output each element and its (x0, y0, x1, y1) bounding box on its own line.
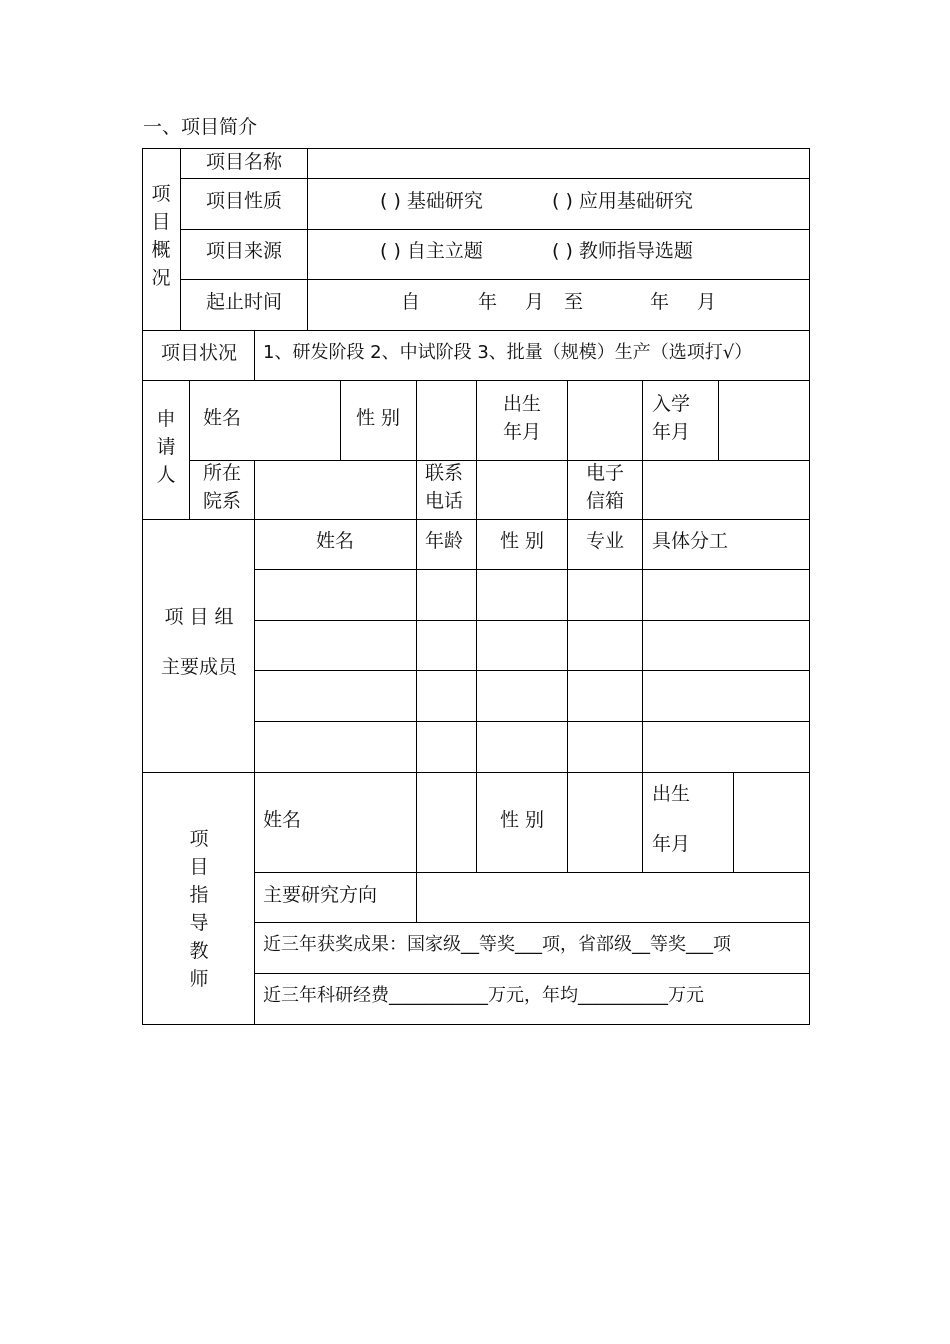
table-rule (476, 380, 477, 519)
source-option-self[interactable]: ( ) 自主立题 (380, 240, 483, 262)
applicant-phone-label-2: 电话 (425, 490, 464, 512)
advisor-funding: 近三年科研经费___________万元，年均__________万元 (263, 985, 704, 1006)
table-rule (642, 380, 643, 519)
applicant-dept-label-1: 所在 (203, 462, 242, 484)
table-rule (181, 229, 809, 230)
table-rule (142, 330, 810, 331)
table-rule (189, 380, 190, 519)
table-rule (567, 519, 568, 772)
period-to: 至 (564, 291, 584, 313)
advisor-birth-label-1: 出生 (652, 783, 691, 805)
nature-option-basic[interactable]: ( ) 基础研究 (380, 190, 483, 212)
section-heading: 一、项目简介 (143, 116, 258, 138)
applicant-gender-label: 性 别 (355, 407, 401, 429)
table-rule (642, 772, 643, 872)
status-label: 项目状况 (160, 342, 238, 364)
period-year-1: 年 (478, 291, 498, 313)
table-rule (567, 772, 568, 872)
table-rule (416, 380, 417, 519)
table-rule (340, 380, 341, 460)
applicant-enroll-label-1: 入学 (652, 393, 691, 415)
period-month-1: 月 (525, 291, 545, 313)
table-rule (254, 330, 255, 380)
period-label: 起止时间 (205, 291, 283, 313)
advisor-research-label: 主要研究方向 (263, 884, 378, 906)
applicant-group-label: 申请人 (156, 408, 176, 486)
applicant-name-label: 姓名 (202, 407, 242, 429)
members-group-label-1: 项 目 组 (164, 606, 234, 628)
table-rule (190, 460, 809, 461)
table-rule (181, 178, 809, 179)
table-rule (254, 772, 255, 1024)
table-rule (254, 670, 809, 671)
table-rule (733, 772, 734, 872)
project-name-label: 项目名称 (205, 151, 283, 173)
status-options: 1、研发阶段 2、中试阶段 3、批量（规模）生产（选项打√） (263, 342, 753, 363)
table-rule (254, 973, 809, 974)
period-month-2: 月 (697, 291, 717, 313)
project-nature-label: 项目性质 (205, 190, 283, 212)
table-rule (476, 519, 477, 772)
table-rule (307, 148, 308, 330)
period-from: 自 (401, 291, 421, 313)
members-header-gender: 性 别 (499, 530, 545, 552)
table-border-left (142, 148, 143, 1025)
advisor-awards: 近三年获奖成果：国家级__等奖___项，省部级__等奖___项 (263, 934, 731, 955)
advisor-birth-label-2: 年月 (652, 833, 691, 855)
advisor-name-label: 姓名 (263, 809, 302, 831)
applicant-birth-label-1: 出生 (502, 393, 542, 415)
table-rule (416, 772, 417, 922)
members-header-major: 专业 (586, 530, 625, 552)
members-header-role: 具体分工 (652, 530, 729, 552)
advisor-gender-label: 性 别 (499, 809, 545, 831)
period-year-2: 年 (650, 291, 670, 313)
project-source-label: 项目来源 (205, 240, 283, 262)
applicant-phone-label-1: 联系 (425, 462, 464, 484)
table-border-bottom (142, 1024, 810, 1025)
table-rule (254, 460, 255, 519)
table-rule (254, 519, 255, 772)
members-header-name: 姓名 (315, 530, 355, 552)
advisor-group-label: 项目指导教师 (189, 828, 209, 990)
table-rule (254, 569, 809, 570)
applicant-birth-label-2: 年月 (502, 421, 542, 443)
applicant-email-label-2: 信箱 (586, 490, 625, 512)
nature-option-applied[interactable]: ( ) 应用基础研究 (552, 190, 693, 212)
applicant-enroll-label-2: 年月 (652, 421, 691, 443)
applicant-dept-label-2: 院系 (203, 490, 242, 512)
members-header-age: 年龄 (425, 530, 464, 552)
table-border-right (809, 148, 810, 1025)
table-rule (181, 279, 809, 280)
table-rule (476, 772, 477, 872)
applicant-email-label-1: 电子 (586, 462, 625, 484)
table-rule (254, 872, 809, 873)
table-rule (254, 620, 809, 621)
overview-group-label: 项目概况 (151, 183, 171, 289)
source-option-teacher[interactable]: ( ) 教师指导选题 (552, 240, 693, 262)
table-rule (567, 380, 568, 519)
table-rule (416, 519, 417, 772)
table-rule (180, 148, 181, 330)
table-rule (254, 721, 809, 722)
members-group-label-2: 主要成员 (160, 656, 238, 678)
table-rule (642, 519, 643, 772)
table-rule (254, 922, 809, 923)
table-rule (718, 380, 719, 460)
